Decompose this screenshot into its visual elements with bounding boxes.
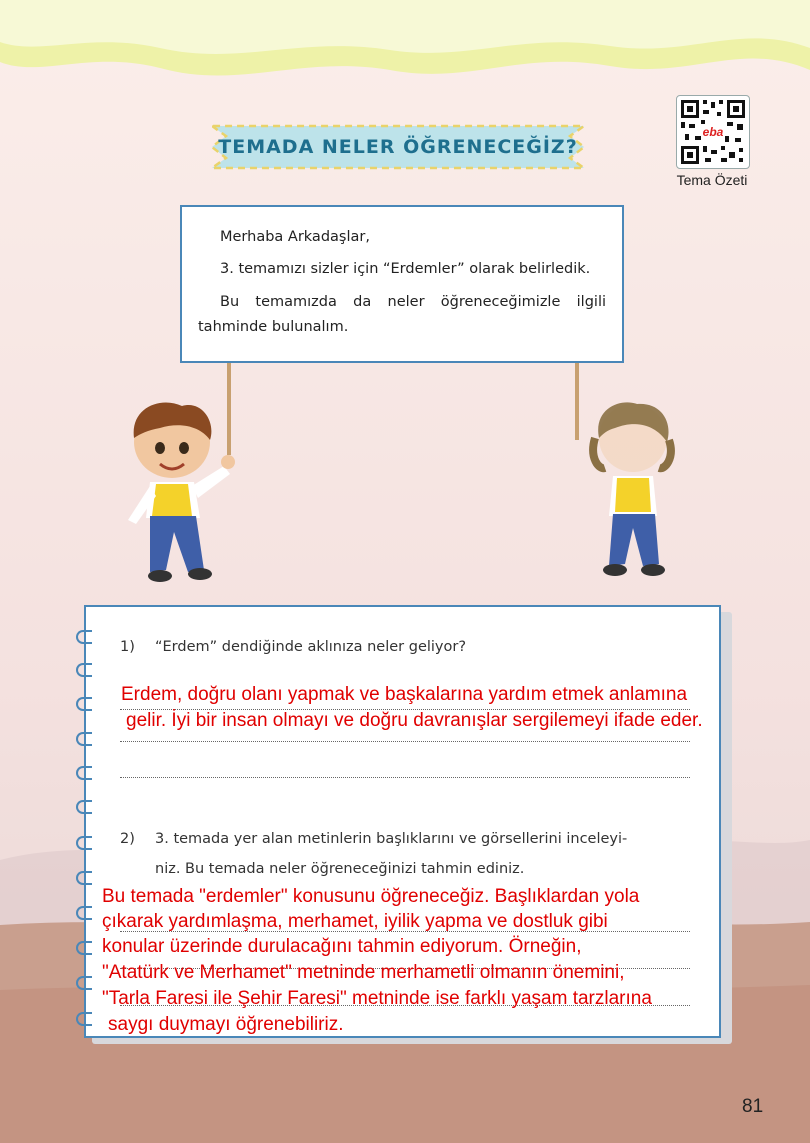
qr-code-pattern xyxy=(677,96,749,168)
sign-paragraph-1: 3. temamızı sizler için “Erdemler” olarak belirledik. xyxy=(220,261,591,277)
answer-2-line-6[interactable]: saygı duymayı öğrenebiliriz. xyxy=(108,1014,344,1035)
notebook-ring xyxy=(76,732,92,746)
answer-2-line-1[interactable]: Bu temada "erdemler" konusunu öğreneceğiz. Başlıklardan yola xyxy=(102,886,640,907)
sign-poles xyxy=(215,360,595,475)
answer-line xyxy=(120,741,690,742)
answer-2-line-2[interactable]: çıkarak yardımlaşma, merhamet, iyilik yapma ve dostluk gibi xyxy=(102,911,608,932)
answer-1-line-2[interactable]: gelir. İyi bir insan olmayı ve doğru davranışlar sergilemeyi ifade eder. xyxy=(126,710,703,731)
sign-board xyxy=(180,205,624,363)
notebook-ring xyxy=(76,871,92,885)
question-2-text-line-1: 3. temada yer alan metinlerin başlıklarını ve görsellerini inceleyi- xyxy=(155,831,628,847)
qr-logo-text: eba xyxy=(702,125,724,139)
notebook-ring xyxy=(76,941,92,955)
question-1-text: “Erdem” dendiğinde aklınıza neler geliyor? xyxy=(155,639,467,655)
answer-line xyxy=(120,777,690,778)
answer-2-line-3[interactable]: konular üzerinde durulacağını tahmin ediyorum. Örneğin, xyxy=(102,936,582,957)
girl-illustration xyxy=(585,398,695,583)
notebook-ring xyxy=(76,1012,92,1026)
notebook-ring xyxy=(76,630,92,644)
boy-illustration xyxy=(120,400,250,590)
answer-1-line-1[interactable]: Erdem, doğru olanı yapmak ve başkalarına yardım etmek anlamına xyxy=(121,684,688,705)
notebook-ring xyxy=(76,906,92,920)
notebook-ring xyxy=(76,766,92,780)
sign-greeting: Merhaba Arkadaşlar, xyxy=(220,229,370,245)
notebook-ring xyxy=(76,836,92,850)
answer-2-line-4[interactable]: "Atatürk ve Merhamet" metninde merhametli olmanın önemini, xyxy=(102,962,625,983)
notebook-ring xyxy=(76,976,92,990)
qr-label: Tema Özeti xyxy=(676,172,748,188)
page-title: TEMADA NELER ÖĞRENECEĞİZ? xyxy=(218,136,578,158)
answer-2-line-5[interactable]: "Tarla Faresi ile Şehir Faresi" metninde ise farklı yaşam tarzlarına xyxy=(102,988,652,1009)
notebook-ring xyxy=(76,800,92,814)
question-2-text-line-2: niz. Bu temada neler öğreneceğinizi tahmin ediniz. xyxy=(155,861,525,877)
qr-code[interactable] xyxy=(676,95,750,169)
notebook-ring xyxy=(76,663,92,677)
sign-paragraph-2: Bu temamızda da neler öğreneceğimizle ilgili tahminde bulunalım. xyxy=(198,294,606,335)
notebook-ring xyxy=(76,697,92,711)
page-number: 81 xyxy=(742,1096,764,1117)
question-2-number: 2) xyxy=(120,831,135,847)
question-1-number: 1) xyxy=(120,639,135,655)
